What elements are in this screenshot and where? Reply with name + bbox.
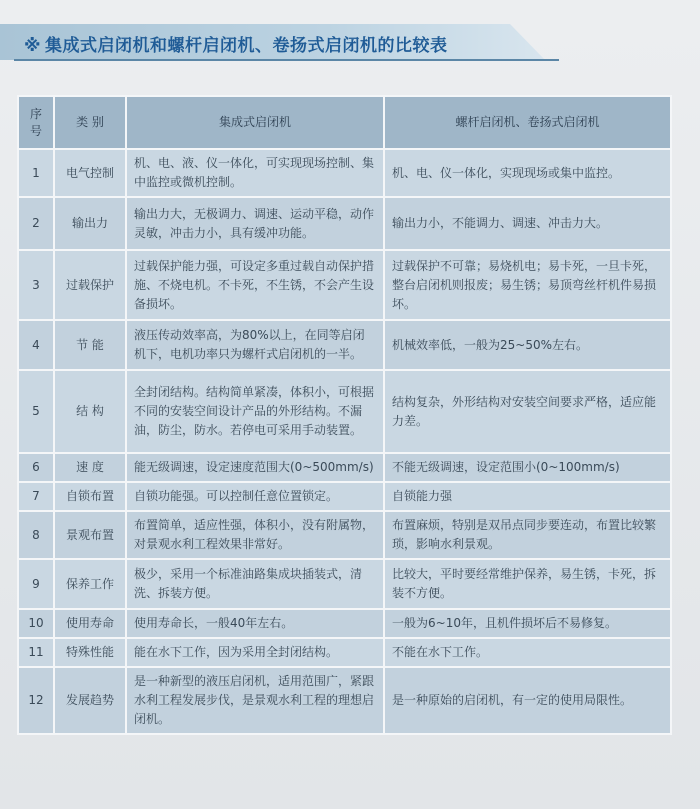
header-others: 螺杆启闭机、卷扬式启闭机 bbox=[384, 96, 671, 149]
table-row bbox=[18, 197, 671, 250]
row-others: 不能无级调速，设定范围小(0~100mm/s) bbox=[384, 453, 671, 482]
row-number: 4 bbox=[18, 320, 54, 370]
row-category: 发展趋势 bbox=[54, 667, 126, 734]
row-others: 结构复杂，外形结构对安装空间要求严格，适应能力差。 bbox=[384, 370, 671, 453]
row-others: 是一种原始的启闭机，有一定的使用局限性。 bbox=[384, 667, 671, 734]
table-header-row bbox=[18, 96, 671, 149]
row-integrated: 自锁功能强。可以控制任意位置锁定。 bbox=[126, 482, 384, 511]
table-row bbox=[18, 149, 671, 197]
row-others: 比较大，平时要经常维护保养，易生锈，卡死，拆装不方便。 bbox=[384, 559, 671, 609]
table-row bbox=[18, 453, 671, 482]
row-number: 8 bbox=[18, 511, 54, 559]
row-integrated: 布置简单，适应性强，体积小，没有附属物，对景观水利工程效果非常好。 bbox=[126, 511, 384, 559]
table-row bbox=[18, 609, 671, 638]
row-others: 不能在水下工作。 bbox=[384, 638, 671, 667]
table-row bbox=[18, 250, 671, 320]
row-number: 9 bbox=[18, 559, 54, 609]
row-integrated: 过载保护能力强，可设定多重过载自动保护措施、不烧电机。不卡死，不生锈，不会产生设备损坏。 bbox=[126, 250, 384, 320]
row-others: 过载保护不可靠；易烧机电；易卡死，一旦卡死，整台启闭机则报废；易生锈；易顶弯丝杆机件易损坏。 bbox=[384, 250, 671, 320]
row-others: 机械效率低，一般为25~50%左右。 bbox=[384, 320, 671, 370]
reference-mark-icon: ※ bbox=[24, 36, 42, 56]
table-row bbox=[18, 370, 671, 453]
comparison-table bbox=[17, 95, 672, 735]
row-number: 2 bbox=[18, 197, 54, 250]
row-category: 过载保护 bbox=[54, 250, 126, 320]
header-category: 类 别 bbox=[54, 96, 126, 149]
row-category: 速 度 bbox=[54, 453, 126, 482]
row-integrated: 液压传动效率高，为80%以上，在同等启闭机下，电机功率只为螺杆式启闭机的一半。 bbox=[126, 320, 384, 370]
row-category: 使用寿命 bbox=[54, 609, 126, 638]
row-number: 3 bbox=[18, 250, 54, 320]
row-number: 10 bbox=[18, 609, 54, 638]
row-integrated: 机、电、液、仪一体化，可实现现场控制、集中监控或微机控制。 bbox=[126, 149, 384, 197]
row-number: 6 bbox=[18, 453, 54, 482]
table-row bbox=[18, 511, 671, 559]
row-integrated: 使用寿命长，一般40年左右。 bbox=[126, 609, 384, 638]
row-integrated: 能无级调速，设定速度范围大(0~500mm/s) bbox=[126, 453, 384, 482]
row-others: 自锁能力强 bbox=[384, 482, 671, 511]
row-number: 5 bbox=[18, 370, 54, 453]
row-category: 结 构 bbox=[54, 370, 126, 453]
row-others: 布置麻烦，特别是双吊点同步要连动，布置比较繁琐，影响水利景观。 bbox=[384, 511, 671, 559]
row-number: 11 bbox=[18, 638, 54, 667]
row-number: 1 bbox=[18, 149, 54, 197]
row-number: 7 bbox=[18, 482, 54, 511]
row-integrated: 输出力大，无极调力、调速、运动平稳，动作灵敏，冲击力小，具有缓冲功能。 bbox=[126, 197, 384, 250]
table-body bbox=[18, 149, 671, 734]
row-category: 特殊性能 bbox=[54, 638, 126, 667]
page-title bbox=[24, 31, 448, 56]
header-number: 序 号 bbox=[18, 96, 54, 149]
row-integrated: 是一种新型的液压启闭机，适用范围广，紧跟水利工程发展步伐，是景观水利工程的理想启闭机。 bbox=[126, 667, 384, 734]
page-title-text: 集成式启闭机和螺杆启闭机、卷扬式启闭机的比较表 bbox=[45, 36, 448, 56]
title-underline bbox=[14, 59, 559, 61]
row-number: 12 bbox=[18, 667, 54, 734]
table-row bbox=[18, 667, 671, 734]
row-category: 自锁布置 bbox=[54, 482, 126, 511]
row-category: 输出力 bbox=[54, 197, 126, 250]
table-row bbox=[18, 320, 671, 370]
row-category: 电气控制 bbox=[54, 149, 126, 197]
row-category: 节 能 bbox=[54, 320, 126, 370]
row-integrated: 极少，采用一个标准油路集成块插装式，清洗、拆装方便。 bbox=[126, 559, 384, 609]
table-row bbox=[18, 638, 671, 667]
row-others: 机、电、仪一体化，实现现场或集中监控。 bbox=[384, 149, 671, 197]
header-integrated: 集成式启闭机 bbox=[126, 96, 384, 149]
row-category: 保养工作 bbox=[54, 559, 126, 609]
row-others: 输出力小，不能调力、调速、冲击力大。 bbox=[384, 197, 671, 250]
table-row bbox=[18, 482, 671, 511]
row-integrated: 全封闭结构。结构简单紧凑，体积小，可根据不同的安装空间设计产品的外形结构。不漏油，防尘，防水。若停电可采用手动装置。 bbox=[126, 370, 384, 453]
table-row bbox=[18, 559, 671, 609]
row-category: 景观布置 bbox=[54, 511, 126, 559]
row-others: 一般为6~10年，且机件损坏后不易修复。 bbox=[384, 609, 671, 638]
row-integrated: 能在水下工作，因为采用全封闭结构。 bbox=[126, 638, 384, 667]
